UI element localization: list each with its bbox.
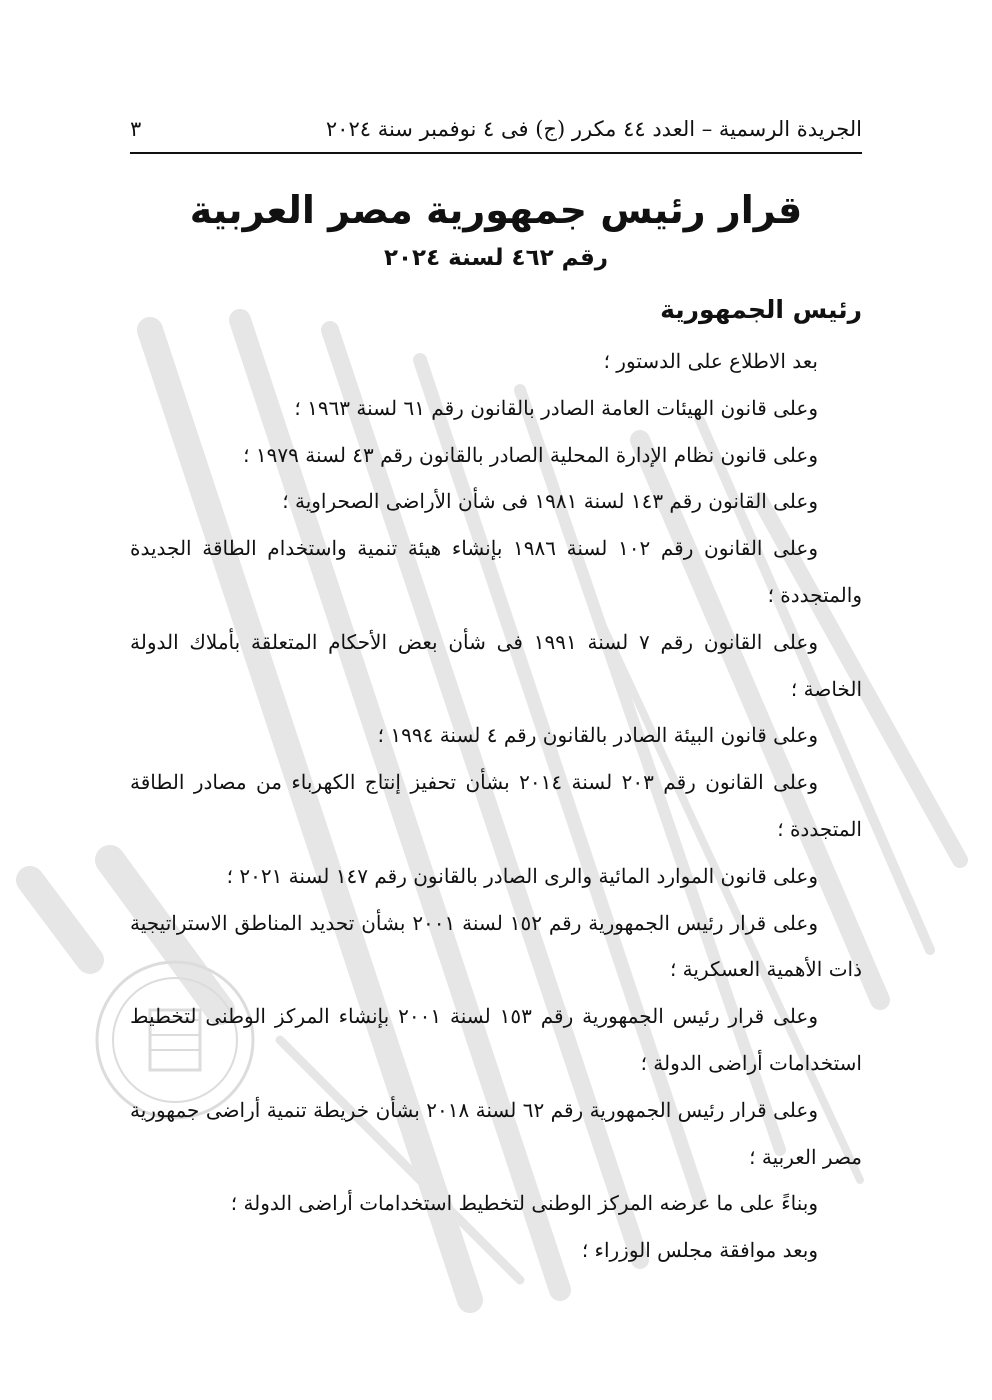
- paragraph: وعلى قرار رئيس الجمهورية رقم ١٥٣ لسنة ٢٠٠١ بإنشاء المركز الوطنى لتخطيط استخدامات أراضى الدولة ؛: [130, 1004, 862, 1075]
- paragraph: وعلى القانون رقم ١٤٣ لسنة ١٩٨١ فى شأن الأراضى الصحراوية ؛: [282, 489, 818, 514]
- publication-line: الجريدة الرسمية – العدد ٤٤ مكرر (ج) فى ٤ نوفمبر سنة ٢٠٢٤: [325, 117, 862, 141]
- paragraph: وعلى قانون البيئة الصادر بالقانون رقم ٤ لسنة ١٩٩٤ ؛: [377, 723, 818, 748]
- header-rule: [130, 152, 862, 154]
- paragraph: وعلى قرار رئيس الجمهورية رقم ٦٢ لسنة ٢٠١٨ بشأن خريطة تنمية أراضى جمهورية مصر العربية ؛: [130, 1097, 862, 1169]
- page-number: ٣: [130, 117, 142, 141]
- paragraph: وعلى قانون الهيئات العامة الصادر بالقانون رقم ٦١ لسنة ١٩٦٣ ؛: [294, 395, 818, 420]
- paragraph: وعلى القانون رقم ٧ لسنة ١٩٩١ فى شأن بعض الأحكام المتعلقة بأملاك الدولة الخاصة ؛: [130, 629, 862, 701]
- paragraph: وعلى قانون نظام الإدارة المحلية الصادر بالقانون رقم ٤٣ لسنة ١٩٧٩ ؛: [243, 442, 818, 467]
- paragraph: وعلى القانون رقم ٢٠٣ لسنة ٢٠١٤ بشأن تحفيز إنتاج الكهرباء من مصادر الطاقة المتجددة ؛: [130, 770, 862, 841]
- paragraph: وعلى قرار رئيس الجمهورية رقم ١٥٢ لسنة ٢٠٠١ بشأن تحديد المناطق الاستراتيجية ذات الأهمية العسكرية ؛: [130, 910, 862, 982]
- decree-body: [130, 338, 862, 1274]
- decree-title: قرار رئيس جمهورية مصر العربية: [189, 188, 803, 232]
- paragraph: بعد الاطلاع على الدستور ؛: [603, 349, 818, 373]
- paragraph: وبعد موافقة مجلس الوزراء ؛: [581, 1238, 818, 1263]
- paragraph: وبناءً على ما عرضه المركز الوطنى لتخطيط استخدامات أراضى الدولة ؛: [230, 1191, 818, 1216]
- page-header: [130, 112, 862, 146]
- paragraph: وعلى قانون الموارد المائية والرى الصادر بالقانون رقم ١٤٧ لسنة ٢٠٢١ ؛: [226, 863, 818, 888]
- decree-number: رقم ٤٦٢ لسنة ٢٠٢٤: [383, 245, 609, 271]
- paragraph: وعلى القانون رقم ١٠٢ لسنة ١٩٨٦ بإنشاء هيئة تنمية واستخدام الطاقة الجديدة والمتجددة ؛: [130, 536, 862, 607]
- president-heading: رئيس الجمهورية: [660, 295, 862, 324]
